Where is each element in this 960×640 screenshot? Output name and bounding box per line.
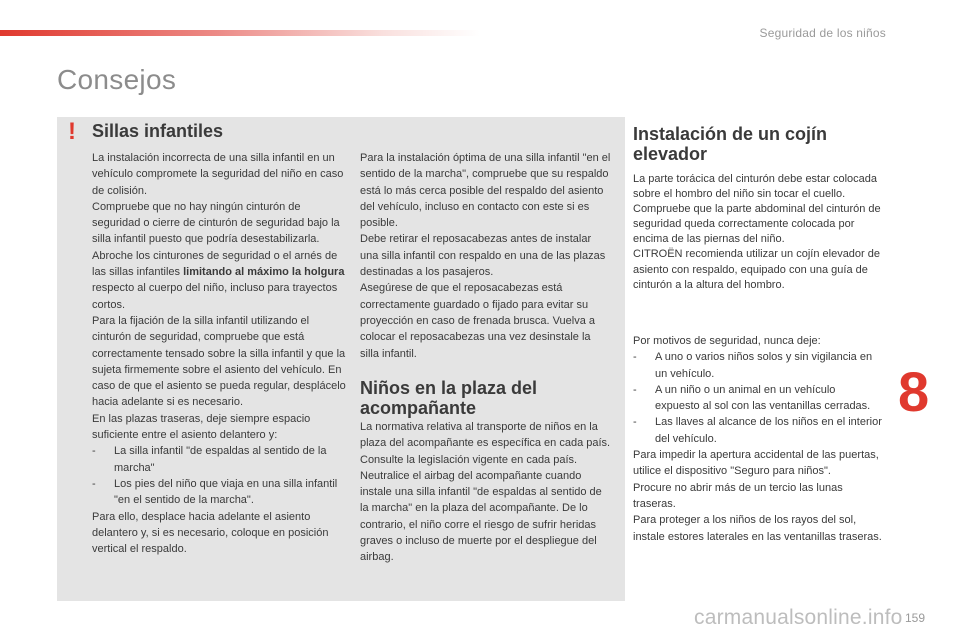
paragraph: Para la instalación óptima de una silla infantil "en el sentido de la marcha", compruebe que su respaldo está lo más cerca posible del respaldo del asiento del vehículo, incluso en contacto con este si es posible.: [360, 152, 611, 230]
bullet-dash: -: [633, 416, 637, 429]
bullet-dash: -: [633, 351, 637, 364]
paragraph: Neutralice el airbag del acompañante cuando instale una silla infantil "de espaldas al sentido de la marcha" en la plaza del acompañante. De lo contrario, el niño corre el riesgo de sufrir heridas graves o incluso de muerte por el despliegue del airbag.: [360, 469, 602, 564]
list-item-text: Las llaves al alcance de los niños en el interior del vehículo.: [655, 416, 882, 445]
text-run: Abroche los cinturones de seguridad o el arnés de las sillas infantiles: [92, 249, 338, 279]
list-item-text: A uno o varios niños solos y sin vigilancia en un vehículo.: [655, 351, 873, 380]
list-item-text: Los pies del niño que viaja en una silla infantil "en el sentido de la marcha".: [114, 477, 338, 507]
list-item: [633, 349, 883, 382]
cojin-elevador-text: [633, 172, 883, 293]
paragraph: CITROËN recomienda utilizar un cojín elevador de asiento con respaldo, equipado con una guía de cinturón a la altura del hombro.: [633, 248, 881, 291]
warning-icon: !: [68, 118, 76, 145]
watermark: carmanualsonline.info: [694, 606, 903, 629]
paragraph: La instalación incorrecta de una silla infantil en un vehículo compromete la seguridad del niño en caso de colisión.: [92, 152, 344, 197]
page-title: Consejos: [57, 64, 177, 95]
list-item: [633, 414, 883, 447]
safety-advice-text: [633, 333, 883, 545]
section-title-cojin-elevador: Instalación de un cojín elevador: [633, 124, 828, 164]
sillas-column-2: [360, 150, 612, 362]
paragraph: Compruebe que no hay ningún cinturón de seguridad o cierre de cinturón de seguridad bajo la silla infantil puesto que podría desestabilizarla.: [92, 200, 340, 246]
paragraph: Asegúrese de que el reposacabezas está correctamente guardado o fijado para evitar su proyección en caso de frenada brusca. Vuelva a colocar el reposacabezas una vez desinstale la silla infantil.: [360, 282, 596, 360]
bullet-dash: -: [92, 477, 96, 490]
list-item: [92, 443, 350, 476]
text-run: respecto al cuerpo del niño, incluso para trayectos cortos.: [92, 282, 338, 311]
list-item: [92, 476, 350, 509]
section-title-sillas: Sillas infantiles: [92, 121, 224, 141]
page-number: 159: [905, 611, 926, 625]
paragraph: Compruebe que la parte abdominal del cinturón de seguridad queda correctamente colocada por encima de las piernas del niño.: [633, 203, 881, 246]
paragraph: La normativa relativa al transporte de niños en la plaza del acompañante es específica en cada país. Consulte la legislación vigente en cada país.: [360, 421, 611, 466]
paragraph: En las plazas traseras, deje siempre espacio suficiente entre el asiento delantero y:: [92, 412, 311, 442]
list-item-text: A un niño o un animal en un vehículo expuesto al sol con las ventanillas cerradas.: [655, 383, 871, 413]
section-title-plaza-acompanante: Niños en la plaza del acompañante: [360, 378, 538, 418]
bold-text: limitando al máximo la holgura: [183, 266, 345, 279]
paragraph: Por motivos de seguridad, nunca deje:: [633, 335, 821, 347]
bullet-dash: -: [633, 383, 637, 396]
bullet-dash: -: [92, 445, 96, 458]
paragraph: Para la fijación de la silla infantil utilizando el cinturón de seguridad, compruebe que está correctamente tensado sobre la silla infantil y que la sujeta firmemente sobre el asiento del vehículo. En caso de que el asiento se pueda regular, desplácelo hacia adelante si es necesario.: [92, 314, 346, 409]
paragraph: Para proteger a los niños de los rayos del sol, instale estores laterales en las ventanillas traseras.: [633, 514, 882, 543]
list-item: [633, 382, 883, 415]
paragraph: Debe retirar el reposacabezas antes de instalar una silla infantil con respaldo en una de las plazas destinadas a los pasajeros.: [360, 233, 606, 279]
chapter-number: 8: [898, 360, 930, 423]
header-accent-bar: [0, 30, 480, 36]
chapter-header-title: Seguridad de los niños: [759, 26, 886, 40]
paragraph: Procure no abrir más de un tercio las lunas traseras.: [633, 481, 843, 510]
list-item-text: La silla infantil "de espaldas al sentido de la marcha": [114, 445, 327, 474]
paragraph: [92, 248, 350, 313]
sillas-column-1: [92, 150, 350, 557]
plaza-acompanante-text: [360, 419, 612, 566]
paragraph: Para impedir la apertura accidental de las puertas, utilice el dispositivo "Seguro para niños".: [633, 449, 879, 478]
paragraph: La parte torácica del cinturón debe estar colocada sobre el hombro del niño sin tocar el cuello.: [633, 173, 877, 201]
paragraph: Para ello, desplace hacia adelante el asiento delantero y, si es necesario, coloque en posición vertical el respaldo.: [92, 510, 329, 556]
